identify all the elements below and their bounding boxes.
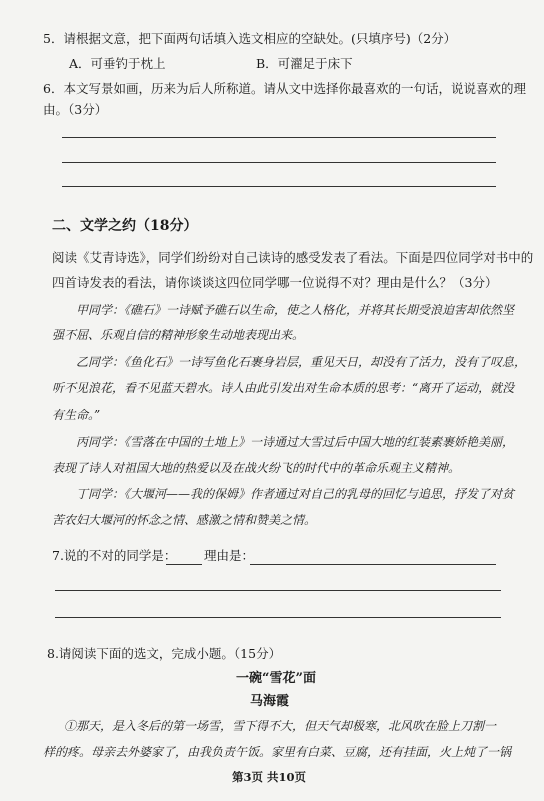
q6-prompt-line1: 6．本文写景如画，历来为后人所称道。请从文中选择你最喜欢的一句话，说说喜欢的理: [43, 81, 526, 96]
passage-para1-line2: 样的疼。母亲去外婆家了，由我负责午饭。家里有白菜、豆腐，还有挂面，火上炖了一锅: [43, 745, 512, 759]
page-number: 第3页 共10页: [232, 770, 307, 784]
section2-heading: 二、文学之约（18分）: [52, 218, 198, 234]
passage-para1-line1: ①那天，是入冬后的第一场雪，雪下得不大，但天气却极寒，北风吹在脸上刀割一: [64, 719, 497, 733]
passage-author: 马海霞: [250, 694, 290, 709]
q7-student-blank[interactable]: [166, 564, 202, 565]
q6-answer-line-3[interactable]: [62, 186, 496, 187]
q7-label: 7.说的不对的同学是：: [52, 548, 177, 563]
student-yi-line2: 听不见浪花，看不见蓝天碧水。诗人由此引发出对生命本质的思考：“离开了运动，就没: [52, 381, 515, 395]
student-ding-line1: 丁同学：《大堰河——我的保姆》作者通过对自己的乳母的回忆与追思，抒发了对贫: [76, 487, 515, 501]
q7-reason-label: 理由是：: [204, 548, 255, 563]
q8-prompt: 8.请阅读下面的选文，完成小题。（15分）: [47, 646, 282, 661]
q7-answer-line-3[interactable]: [55, 617, 501, 618]
q5-option-a: A．可垂钓于枕上: [69, 56, 166, 71]
q7-reason-blank[interactable]: [250, 564, 496, 565]
q5-option-b: B．可濯足于床下: [256, 56, 353, 71]
student-bing-line1: 丙同学：《雪落在中国的土地上》一诗通过大雪过后中国大地的红装素裹娇艳美丽，: [76, 435, 515, 449]
student-ding-line2: 苦农妇大堰河的怀念之情、感激之情和赞美之情。: [52, 513, 317, 527]
student-jia-line2: 强不屈、乐观自信的精神形象生动地表现出来。: [52, 328, 305, 342]
q6-answer-line-2[interactable]: [62, 162, 496, 163]
q5-prompt: 5．请根据文意，把下面两句话填入选文相应的空缺处。(只填序号)（2分）: [43, 31, 457, 46]
q6-answer-line-1[interactable]: [62, 137, 496, 138]
q6-prompt-line2: 由。（3分）: [43, 102, 108, 117]
student-jia-line1: 甲同学：《礁石》一诗赋予礁石以生命，使之人格化，并将其长期受浪迫害却依然坚: [76, 303, 515, 317]
section2-intro-line1: 阅读《艾青诗选》，同学们纷纷对自己读诗的感受发表了看法。下面是四位同学对书中的: [52, 250, 534, 265]
student-yi-line1: 乙同学：《鱼化石》一诗写鱼化石裹身岩层，重见天日，却没有了活力，没有了叹息，: [76, 355, 527, 369]
student-yi-line3: 有生命。”: [52, 408, 101, 422]
student-bing-line2: 表现了诗人对祖国大地的热爱以及在战火纷飞的时代中的革命乐观主义精神。: [52, 461, 461, 475]
q7-answer-line-2[interactable]: [55, 590, 501, 591]
passage-title: 一碗“雪花”面: [236, 671, 316, 686]
section2-intro-line2: 四首诗发表的看法，请你谈谈这四位同学哪一位说得不对？理由是什么？（3分）: [52, 275, 498, 290]
